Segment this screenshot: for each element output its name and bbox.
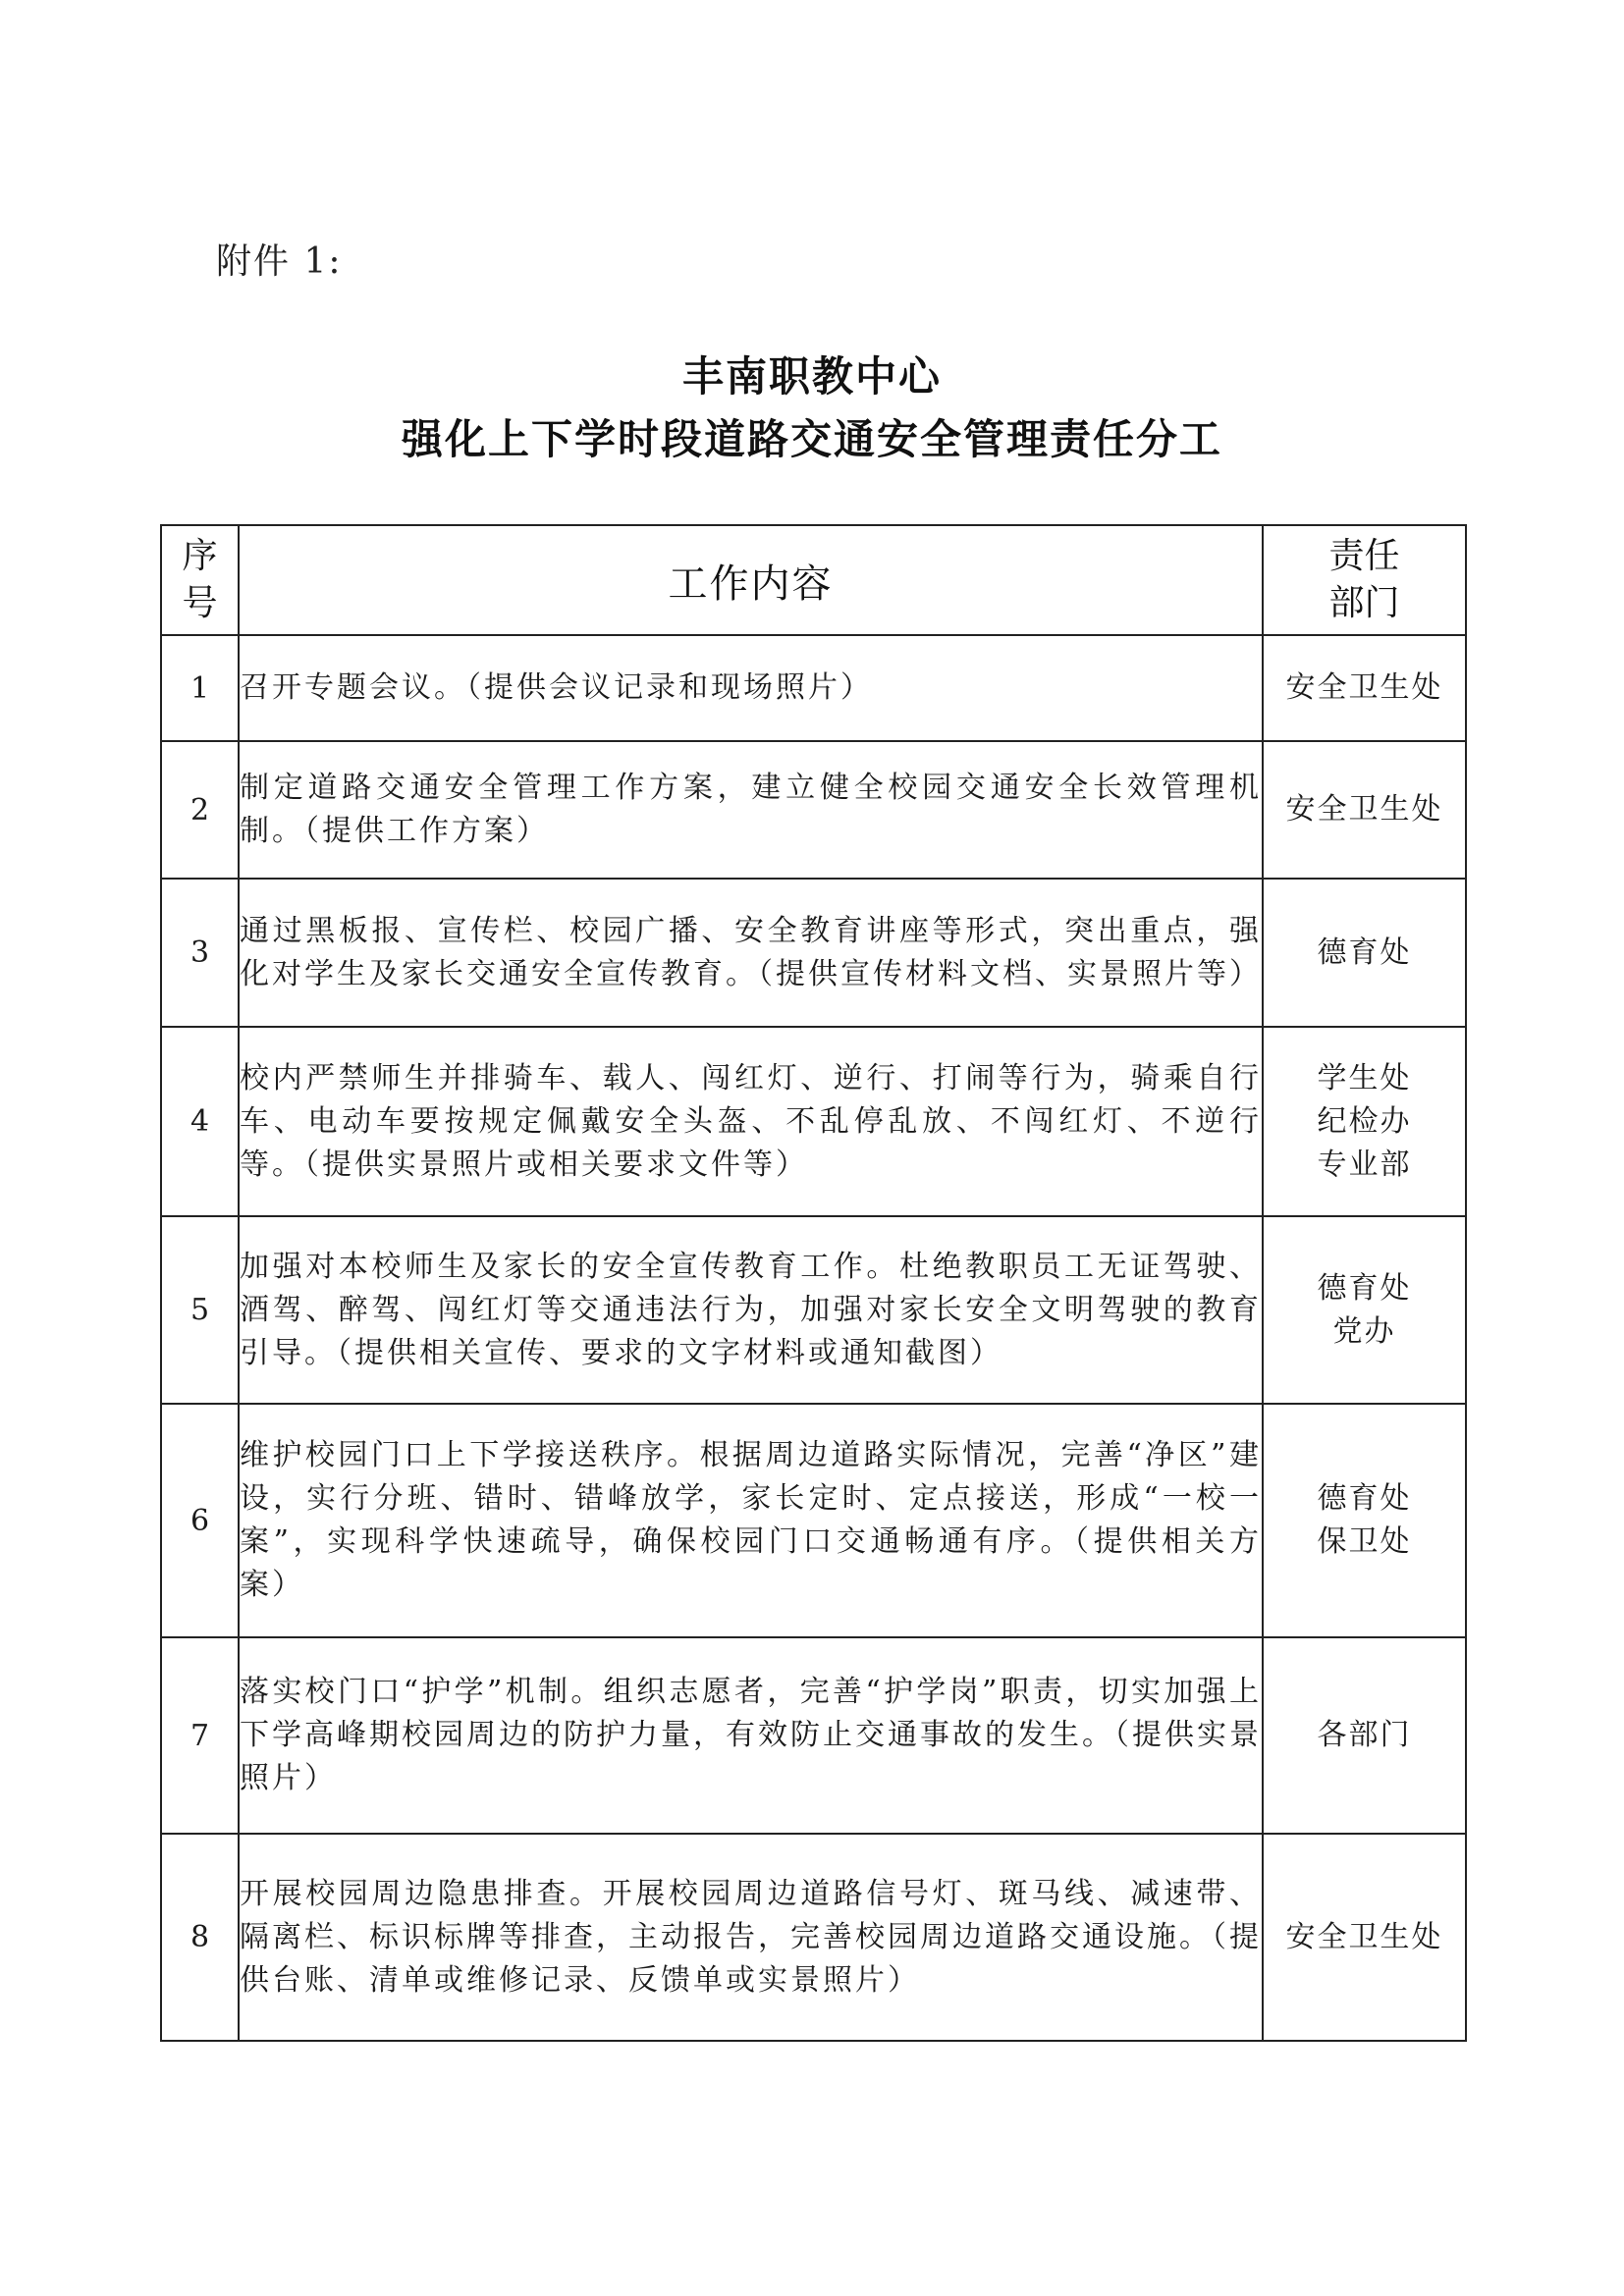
row-dept-line: 专业部 [1317, 1147, 1412, 1182]
table-header-row [161, 525, 1466, 635]
row-dept-line: 各部门 [1317, 1718, 1412, 1752]
title-line-2: 强化上下学时段道路交通安全管理责任分工 [401, 415, 1222, 463]
row-content: 开展校园周边隐患排查。开展校园周边道路信号灯、斑马线、减速带、隔离栏、标识标牌等排查，主动报告，完善校园周边道路交通设施。（提供台账、清单或维修记录、反馈单或实景照片） [239, 1834, 1263, 2041]
row-dept-line: 安全卫生处 [1285, 670, 1443, 705]
row-dept [1263, 1637, 1466, 1834]
row-dept-line: 学生处 [1317, 1060, 1412, 1095]
header-dept-line-1: 责任 [1328, 536, 1400, 576]
attachment-label: 附件 1: [216, 241, 343, 282]
table-row [161, 1027, 1466, 1216]
header-seq-line-2: 号 [182, 583, 218, 623]
row-content: 通过黑板报、宣传栏、校园广播、安全教育讲座等形式，突出重点，强化对学生及家长交通安全宣传教育。（提供宣传材料文档、实景照片等） [239, 879, 1263, 1027]
row-dept-line: 安全卫生处 [1285, 1919, 1443, 1954]
header-content: 工作内容 [239, 525, 1263, 635]
row-seq: 4 [161, 1027, 239, 1216]
row-dept [1263, 879, 1466, 1027]
table-row [161, 741, 1466, 879]
row-seq: 5 [161, 1216, 239, 1404]
row-dept-line: 保卫处 [1317, 1524, 1412, 1559]
row-content: 校内严禁师生并排骑车、载人、闯红灯、逆行、打闹等行为，骑乘自行车、电动车要按规定佩戴安全头盔、不乱停乱放、不闯红灯、不逆行等。（提供实景照片或相关要求文件等） [239, 1027, 1263, 1216]
table-row [161, 879, 1466, 1027]
row-content: 落实校门口“护学”机制。组织志愿者，完善“护学岗”职责，切实加强上下学高峰期校园周边的防护力量，有效防止交通事故的发生。（提供实景照片） [239, 1637, 1263, 1834]
header-dept-line-2: 部门 [1328, 583, 1400, 623]
responsibility-table [160, 524, 1467, 2042]
row-dept-line: 纪检办 [1317, 1103, 1412, 1139]
row-content: 加强对本校师生及家长的安全宣传教育工作。杜绝教职员工无证驾驶、酒驾、醉驾、闯红灯等交通违法行为，加强对家长安全文明驾驶的教育引导。（提供相关宣传、要求的文字材料或通知截图） [239, 1216, 1263, 1404]
row-dept [1263, 1027, 1466, 1216]
row-seq: 1 [161, 635, 239, 741]
row-dept [1263, 741, 1466, 879]
row-content: 维护校园门口上下学接送秩序。根据周边道路实际情况，完善“净区”建设，实行分班、错时、错峰放学，家长定时、定点接送，形成“一校一案”，实现科学快速疏导，确保校园门口交通畅通有序。（提供相关方案） [239, 1404, 1263, 1637]
row-seq: 6 [161, 1404, 239, 1637]
title-line-1: 丰南职教中心 [681, 352, 942, 400]
row-content: 制定道路交通安全管理工作方案，建立健全校园交通安全长效管理机制。（提供工作方案） [239, 741, 1263, 879]
row-dept-line: 德育处 [1317, 1270, 1412, 1306]
document-title [0, 346, 1624, 471]
row-dept-line: 德育处 [1317, 934, 1412, 970]
row-dept [1263, 1834, 1466, 2041]
row-dept [1263, 635, 1466, 741]
row-content: 召开专题会议。（提供会议记录和现场照片） [239, 635, 1263, 741]
table-row [161, 1404, 1466, 1637]
header-seq-line-1: 序 [182, 536, 218, 576]
row-dept [1263, 1216, 1466, 1404]
row-dept-line: 德育处 [1317, 1481, 1412, 1516]
header-seq [161, 525, 239, 635]
table-row [161, 1637, 1466, 1834]
row-seq: 7 [161, 1637, 239, 1834]
row-seq: 8 [161, 1834, 239, 2041]
row-dept-line: 党办 [1332, 1313, 1396, 1349]
row-dept [1263, 1404, 1466, 1637]
row-seq: 3 [161, 879, 239, 1027]
table-row [161, 1216, 1466, 1404]
row-seq: 2 [161, 741, 239, 879]
table-row [161, 1834, 1466, 2041]
row-dept-line: 安全卫生处 [1285, 792, 1443, 827]
table-row [161, 635, 1466, 741]
header-dept [1263, 525, 1466, 635]
